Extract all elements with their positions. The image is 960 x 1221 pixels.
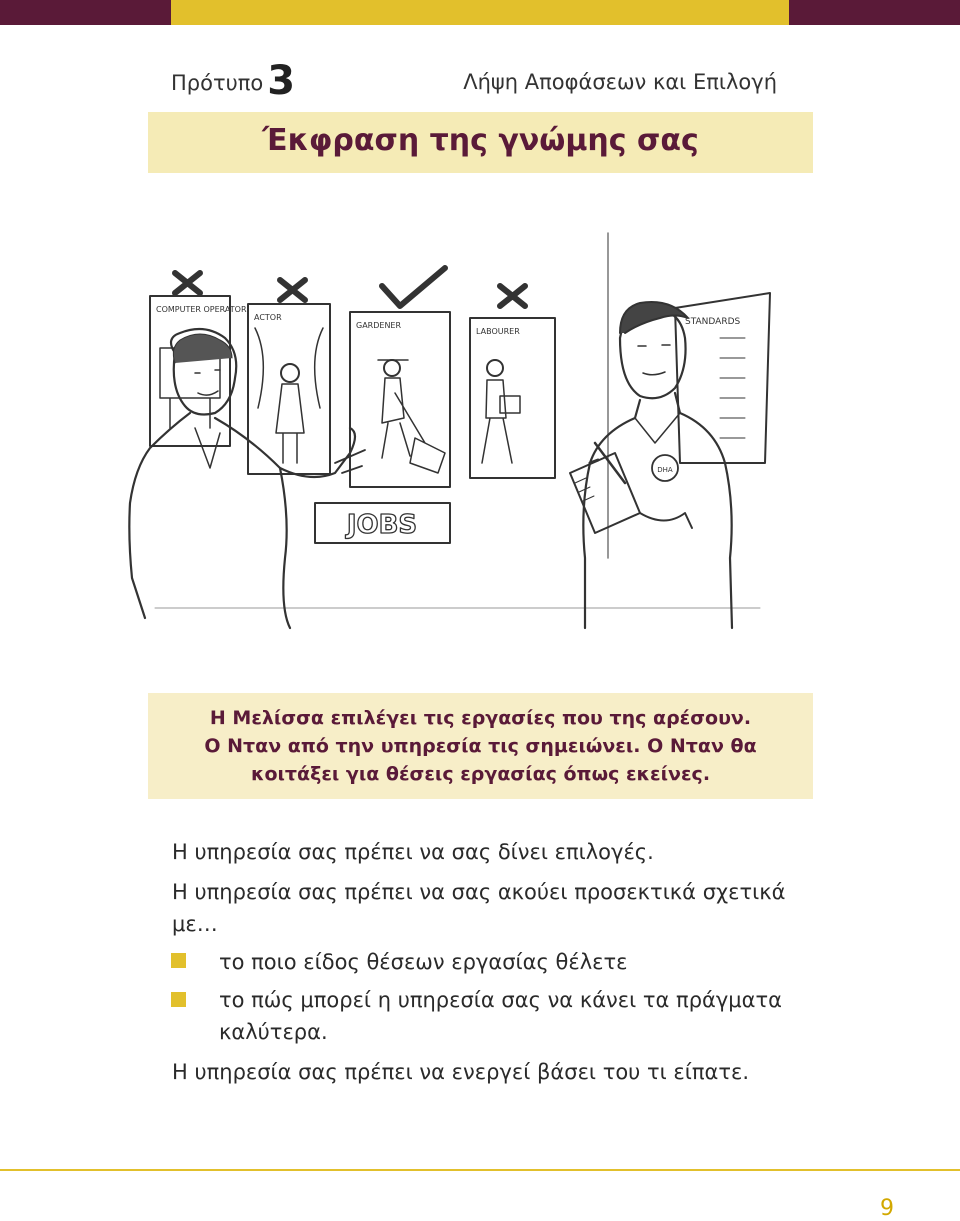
badge-text: DHA [657,466,673,474]
caption-line-3: κοιτάξει για θέσεις εργασίας όπως εκείνες. [250,763,711,785]
cross-mark-icon [500,286,525,306]
illustration-caption [148,693,813,799]
bullet-square-icon [171,953,186,968]
bullet-improve-line-1: το πώς μπορεί η υπηρεσία σας να κάνει τα πράγματα [219,988,782,1012]
caption-line-2: Ο Νταν από την υπηρεσία τις σημειώνει. Ο Νταν θα [204,735,757,757]
module-label-text: Πρότυπο [171,71,264,95]
title-banner [148,112,813,173]
sign-actor: ACTOR [254,313,282,322]
poster-actor [248,280,330,474]
module-label [171,58,295,104]
page-title: Έκφραση της γνώμης σας [262,123,699,158]
sign-standards: STANDARDS [685,317,741,327]
paragraph-listen-line-1: Η υπηρεσία σας πρέπει να σας ακούει προσεκτικά σχετικά [172,880,786,904]
job-choice-illustration [120,228,800,648]
top-bar-right [789,0,960,25]
page-number: 9 [880,1196,894,1221]
standards-chart [675,293,770,463]
bullet-job-type: το ποιο είδος θέσεων εργασίας θέλετε [219,950,628,974]
section-title: Λήψη Αποφάσεων και Επιλογή [463,70,777,94]
paragraph-choices: Η υπηρεσία σας πρέπει να σας δίνει επιλογές. [172,840,654,864]
sign-computer-operator: COMPUTER OPERATOR [156,305,247,314]
jobs-sign-text: JOBS [346,510,418,540]
cross-mark-icon [280,280,305,300]
sign-labourer: LABOURER [476,327,520,336]
poster-labourer [470,286,555,478]
bullet-square-icon [171,992,186,1007]
top-bar-left [0,0,171,25]
poster-gardener [350,268,450,487]
cross-mark-icon [175,273,200,293]
paragraph-act: Η υπηρεσία σας πρέπει να ενεργεί βάσει του τι είπατε. [172,1060,750,1084]
module-number: 3 [267,58,296,104]
bullet-improve-line-2: καλύτερα. [219,1020,328,1044]
sign-gardener: GARDENER [356,321,402,330]
check-mark-icon [382,268,445,306]
jobs-sign [315,503,450,543]
man-figure [570,302,732,628]
footer-rule [0,1169,960,1171]
paragraph-listen-line-2: με… [172,912,218,936]
top-bar-middle [171,0,789,25]
top-color-bar [0,0,960,25]
caption-line-1: Η Μελίσσα επιλέγει τις εργασίες που της αρέσουν. [209,707,752,729]
